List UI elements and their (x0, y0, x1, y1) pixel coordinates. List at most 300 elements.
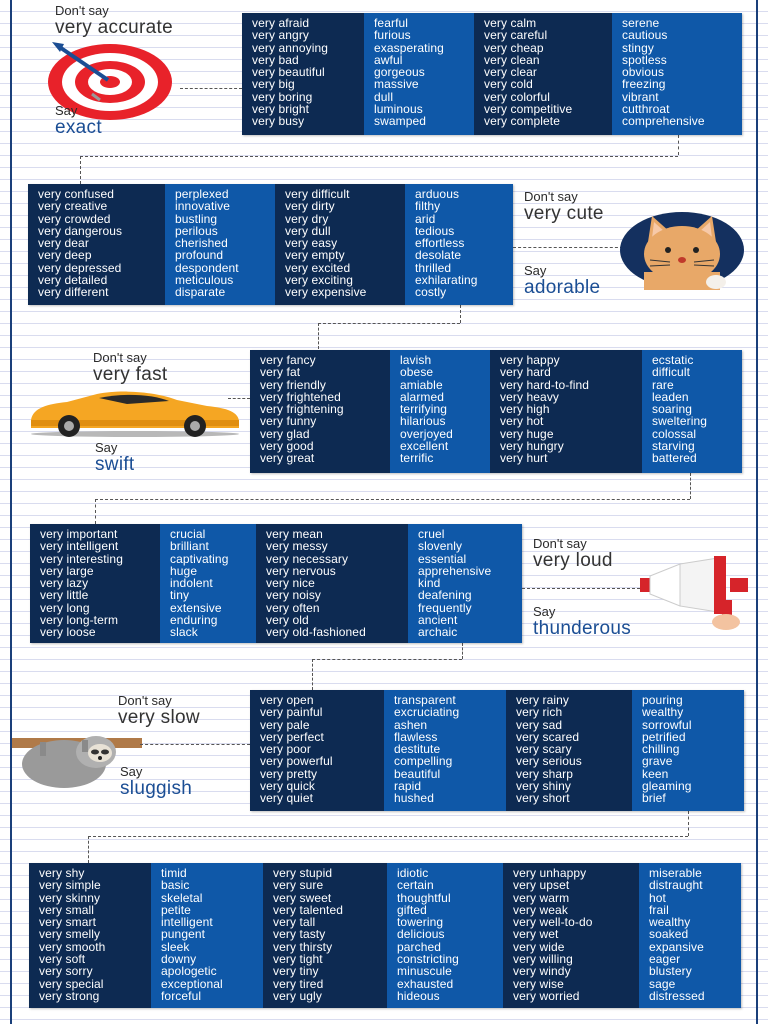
strong-word: sorrowful (642, 717, 692, 732)
word-table (250, 350, 742, 473)
strong-word: exasperating (374, 40, 444, 55)
weak-phrase: very different (38, 285, 109, 300)
strong-word: rapid (394, 779, 422, 794)
weak-phrase: very lazy (40, 576, 89, 591)
weak-phrase: very stupid (273, 866, 333, 880)
strong-word: pouring (642, 693, 683, 707)
strong-word: exhausted (397, 976, 454, 991)
weak-phrase: very cheap (484, 40, 544, 55)
strong-word: fearful (374, 16, 409, 30)
weak-phrase: very sad (516, 717, 563, 732)
weak-phrase: very big (252, 77, 295, 92)
word-table (242, 13, 742, 135)
strong-word: sweltering (652, 414, 708, 429)
say-label: Say (95, 440, 118, 455)
say-label: Say (524, 263, 547, 278)
section-label (95, 441, 135, 475)
weak-phrase: very glad (260, 426, 310, 441)
strong-word: leaden (652, 389, 689, 404)
weak-phrase: very fancy (260, 353, 316, 367)
connector (462, 643, 463, 659)
word-column (474, 13, 612, 135)
strong-word: sage (649, 976, 676, 991)
connector (690, 473, 691, 499)
connector (140, 744, 250, 745)
weak-phrase: very wet (513, 927, 559, 942)
strong-word: slack (170, 625, 198, 640)
weak-phrase: very tall (273, 915, 316, 930)
weak-phrase: very shy (39, 866, 85, 880)
word-column (28, 184, 165, 305)
strong-word: profound (175, 248, 224, 263)
weak-phrase: very well-to-do (513, 915, 593, 930)
weak-phrase: very powerful (260, 754, 333, 769)
weak-phrase: very sure (273, 878, 324, 893)
weak-phrase: very shiny (516, 779, 572, 794)
word-table (250, 690, 744, 811)
weak-phrase: very good (260, 439, 314, 454)
strong-word: perplexed (175, 187, 229, 201)
weak-phrase: very clear (484, 65, 538, 80)
word-table (30, 524, 522, 643)
weak-phrase: very tiny (273, 964, 319, 979)
word-column (408, 524, 522, 643)
strong-word: intelligent (161, 915, 213, 930)
strong-word: alarmed (400, 389, 445, 404)
weak-phrase: very hot (500, 414, 544, 429)
strong-word: effortless (415, 236, 465, 251)
weak-phrase: very unhappy (513, 866, 587, 880)
strong-word: soaring (652, 402, 693, 417)
weak-phrase: very long-term (40, 613, 119, 628)
weak-phrase: very simple (39, 878, 101, 893)
strong-word: soaked (649, 927, 689, 942)
word-column (30, 524, 160, 643)
section-label (118, 694, 200, 728)
strong-word: arduous (415, 187, 460, 201)
weak-phrase: very talented (273, 902, 344, 917)
weak-phrase: very upset (513, 878, 570, 893)
strong-word: bustling (175, 211, 218, 226)
say-label: Say (120, 764, 143, 779)
word-column (642, 350, 742, 473)
strong-word: overjoyed (400, 426, 453, 441)
strong-word: timid (161, 866, 187, 880)
weak-phrase: very hard (500, 365, 551, 380)
weak-phrase: very long (40, 600, 90, 615)
weak-phrase: very cold (484, 77, 533, 92)
strong-word: hideous (397, 988, 440, 1003)
word-column (490, 350, 642, 473)
weak-phrase: very mean (266, 527, 323, 541)
weak-phrase: very happy (500, 353, 560, 367)
strong-word: slovenly (418, 539, 463, 554)
strong-word: sleek (161, 939, 190, 954)
strong-word: terrifying (400, 402, 448, 417)
weak-phrase: very rainy (516, 693, 570, 707)
strong-word: starving (652, 439, 695, 454)
strong-word: ancient (418, 613, 458, 628)
strong-word: difficult (652, 365, 691, 380)
word-column (639, 863, 741, 1008)
word-table (29, 863, 741, 1008)
strong-word: constricting (397, 952, 459, 967)
connector (513, 247, 623, 248)
say-label: Say (533, 604, 556, 619)
weak-phrase: very sweet (273, 890, 332, 905)
dont-say-label: Don't say (93, 350, 147, 365)
strong-word: miserable (649, 866, 702, 880)
strong-word: idiotic (397, 866, 429, 880)
dont-say-label: Don't say (524, 189, 578, 204)
dont-say-label: Don't say (118, 693, 172, 708)
weak-phrase: very competitive (484, 102, 573, 117)
weak-phrase: very friendly (260, 377, 326, 392)
strong-word: frail (649, 902, 669, 917)
weak-phrase: very dry (285, 211, 329, 226)
strong-word: deafening (418, 588, 472, 603)
weak-phrase: very rich (516, 705, 563, 720)
weak-phrase: very hungry (500, 439, 564, 454)
weak-phrase: very funny (260, 414, 317, 429)
strong-word: luminous (374, 102, 423, 117)
strong-word: parched (397, 939, 442, 954)
strong-word: gleaming (642, 779, 692, 794)
weak-phrase: very short (516, 791, 570, 806)
connector (688, 811, 689, 836)
weak-phrase: very little (40, 588, 89, 603)
connector (180, 88, 242, 89)
weak-phrase: very angry (252, 28, 310, 43)
strong-word: thrilled (415, 260, 452, 275)
weak-phrase: very smooth (39, 939, 106, 954)
weak-phrase: very open (260, 693, 314, 707)
section-label (524, 190, 604, 224)
strong-word: skeletal (161, 890, 203, 905)
section-label (533, 605, 631, 639)
connector (95, 499, 690, 500)
word-column (364, 13, 474, 135)
strong-word: wealthy (642, 705, 684, 720)
connector (318, 323, 460, 324)
strong-word: colossal (652, 426, 697, 441)
weak-phrase: very strong (39, 988, 100, 1003)
strong-word: chilling (642, 742, 680, 757)
weak-phrase: very hard-to-find (500, 377, 590, 392)
connector (80, 156, 678, 157)
weak-phrase: very smelly (39, 927, 101, 942)
connector (678, 135, 679, 155)
strong-word: kind (418, 576, 441, 591)
strong-word: apologetic (161, 964, 217, 979)
weak-phrase: very sorry (39, 964, 93, 979)
word-column (151, 863, 263, 1008)
connector (460, 305, 461, 323)
strong-word: meticulous (175, 273, 234, 288)
strong-word: lavish (400, 353, 432, 367)
strong-word: gifted (397, 902, 427, 917)
strong-word: cherished (175, 236, 228, 251)
weak-phrase: very nice (266, 576, 315, 591)
weak-phrase: very loud (533, 550, 613, 571)
weak-phrase: very serious (516, 754, 582, 769)
weak-phrase: very large (40, 563, 94, 578)
weak-phrase: very ugly (273, 988, 322, 1003)
word-column (263, 863, 387, 1008)
strong-word: spotless (622, 52, 667, 67)
word-column (632, 690, 744, 811)
strong-word: minuscule (397, 964, 452, 979)
word-column (250, 690, 384, 811)
strong-word: thunderous (533, 618, 632, 639)
weak-phrase: very tasty (273, 927, 326, 942)
strong-word: basic (161, 878, 190, 893)
word-column (503, 863, 639, 1008)
weak-phrase: very dear (38, 236, 89, 251)
connector (88, 836, 89, 863)
weak-phrase: very bad (252, 52, 299, 67)
weak-phrase: very accurate (55, 17, 173, 38)
weak-phrase: very huge (500, 426, 554, 441)
strong-word: adorable (524, 277, 601, 298)
strong-word: brilliant (170, 539, 209, 554)
word-column (275, 184, 405, 305)
strong-word: hot (649, 890, 666, 905)
weak-phrase: very busy (252, 114, 305, 129)
strong-word: desolate (415, 248, 462, 263)
strong-word: forceful (161, 988, 202, 1003)
weak-phrase: very bright (252, 102, 310, 117)
weak-phrase: very tired (273, 976, 324, 991)
weak-phrase: very thirsty (273, 939, 333, 954)
weak-phrase: very boring (252, 89, 313, 104)
weak-phrase: very warm (513, 890, 570, 905)
weak-phrase: very smart (39, 915, 97, 930)
section-label (55, 4, 173, 38)
strong-word: captivating (170, 551, 229, 566)
word-column (29, 863, 151, 1008)
strong-word: blustery (649, 964, 692, 979)
weak-phrase: very frightened (260, 389, 341, 404)
strong-word: cruel (418, 527, 445, 541)
strong-word: tiny (170, 588, 190, 603)
strong-word: rare (652, 377, 674, 392)
weak-phrase: very careful (484, 28, 548, 43)
strong-word: enduring (170, 613, 218, 628)
strong-word: cautious (622, 28, 668, 43)
weak-phrase: very important (40, 527, 118, 541)
connector (522, 588, 640, 589)
weak-phrase: very sharp (516, 766, 574, 781)
weak-phrase: very fat (260, 365, 301, 380)
dont-say-label: Don't say (55, 3, 109, 18)
weak-phrase: very fast (93, 364, 168, 385)
strong-word: stingy (622, 40, 654, 55)
strong-word: excellent (400, 439, 449, 454)
strong-word: excruciating (394, 705, 460, 720)
strong-word: downy (161, 952, 197, 967)
weak-phrase: very poor (260, 742, 311, 757)
weak-phrase: very intelligent (40, 539, 119, 554)
weak-phrase: very crowded (38, 211, 111, 226)
strong-word: eager (649, 952, 681, 967)
strong-word: frequently (418, 600, 472, 615)
strong-word: massive (374, 77, 419, 92)
weak-phrase: very annoying (252, 40, 329, 55)
connector (80, 156, 81, 184)
strong-word: filthy (415, 199, 441, 214)
word-column (405, 184, 513, 305)
strong-word: apprehensive (418, 563, 492, 578)
strong-word: ecstatic (652, 353, 694, 367)
weak-phrase: very calm (484, 16, 537, 30)
weak-phrase: very special (39, 976, 104, 991)
strong-word: flawless (394, 729, 438, 744)
strong-word: costly (415, 285, 447, 300)
weak-phrase: very slow (118, 707, 200, 728)
connector (95, 499, 96, 524)
strong-word: despondent (175, 260, 239, 275)
weak-phrase: very scary (516, 742, 572, 757)
weak-phrase: very excited (285, 260, 351, 275)
weak-phrase: very wide (513, 939, 565, 954)
weak-phrase: very noisy (266, 588, 322, 603)
strong-word: amiable (400, 377, 443, 392)
say-label: Say (55, 103, 78, 118)
weak-phrase: very cute (524, 203, 604, 224)
strong-word: keen (642, 766, 669, 781)
dont-say-label: Don't say (533, 536, 587, 551)
weak-phrase: very painful (260, 705, 323, 720)
strong-word: hushed (394, 791, 434, 806)
weak-phrase: very old (266, 613, 309, 628)
strong-word: delicious (397, 927, 445, 942)
weak-phrase: very colorful (484, 89, 550, 104)
strong-word: beautiful (394, 766, 441, 781)
weak-phrase: very soft (39, 952, 86, 967)
weak-phrase: very worried (513, 988, 580, 1003)
word-column (160, 524, 256, 643)
strong-word: obvious (622, 65, 665, 80)
weak-phrase: very tight (273, 952, 323, 967)
weak-phrase: very deep (38, 248, 92, 263)
strong-word: compelling (394, 754, 453, 769)
strong-word: obese (400, 365, 434, 380)
weak-phrase: very willing (513, 952, 573, 967)
weak-phrase: very pale (260, 717, 310, 732)
weak-phrase: very exciting (285, 273, 353, 288)
cat-icon (620, 212, 744, 295)
connector (312, 659, 313, 690)
weak-phrase: very empty (285, 248, 345, 263)
weak-phrase: very high (500, 402, 550, 417)
strong-word: extensive (170, 600, 222, 615)
word-column (250, 350, 390, 473)
megaphone-icon (640, 556, 756, 641)
weak-phrase: very old-fashioned (266, 625, 366, 640)
strong-word: essential (418, 551, 467, 566)
strong-word: petite (161, 902, 191, 917)
weak-phrase: very wise (513, 976, 564, 991)
strong-word: crucial (170, 527, 206, 541)
weak-phrase: very hurt (500, 451, 548, 466)
weak-phrase: very small (39, 902, 95, 917)
strong-word: petrified (642, 729, 686, 744)
strong-word: pungent (161, 927, 206, 942)
weak-phrase: very creative (38, 199, 108, 214)
weak-phrase: very difficult (285, 187, 350, 201)
word-column (387, 863, 503, 1008)
weak-phrase: very dangerous (38, 223, 123, 238)
weak-phrase: very interesting (40, 551, 123, 566)
strong-word: battered (652, 451, 697, 466)
strong-word: distressed (649, 988, 705, 1003)
sports-car-icon (27, 390, 243, 443)
word-column (256, 524, 408, 643)
strong-word: dull (374, 89, 394, 104)
strong-word: destitute (394, 742, 441, 757)
weak-phrase: very afraid (252, 16, 310, 30)
page-border-left (10, 0, 12, 1024)
weak-phrase: very quick (260, 779, 316, 794)
strong-word: huge (170, 563, 198, 578)
weak-phrase: very often (266, 600, 320, 615)
word-column (384, 690, 506, 811)
strong-word: furious (374, 28, 411, 43)
weak-phrase: very expensive (285, 285, 367, 300)
weak-phrase: very quiet (260, 791, 314, 806)
strong-word: tedious (415, 223, 455, 238)
strong-word: awful (374, 52, 403, 67)
strong-word: brief (642, 791, 666, 806)
connector (228, 398, 250, 399)
strong-word: perilous (175, 223, 218, 238)
weak-phrase: very beautiful (252, 65, 325, 80)
word-table (28, 184, 513, 305)
strong-word: ashen (394, 717, 428, 732)
weak-phrase: very detailed (38, 273, 108, 288)
weak-phrase: very easy (285, 236, 338, 251)
connector (318, 323, 319, 349)
strong-word: exhilarating (415, 273, 478, 288)
strong-word: hilarious (400, 414, 446, 429)
weak-phrase: very nervous (266, 563, 336, 578)
weak-phrase: very weak (513, 902, 568, 917)
strong-word: serene (622, 16, 660, 30)
weak-phrase: very heavy (500, 389, 560, 404)
weak-phrase: very scared (516, 729, 580, 744)
strong-word: certain (397, 878, 434, 893)
weak-phrase: very dirty (285, 199, 335, 214)
word-column (242, 13, 364, 135)
weak-phrase: very dull (285, 223, 331, 238)
strong-word: innovative (175, 199, 231, 214)
strong-word: expansive (649, 939, 704, 954)
word-column (612, 13, 742, 135)
weak-phrase: very pretty (260, 766, 318, 781)
strong-word: distraught (649, 878, 703, 893)
weak-phrase: very loose (40, 625, 96, 640)
section-label (93, 351, 168, 385)
strong-word: indolent (170, 576, 213, 591)
weak-phrase: very perfect (260, 729, 324, 744)
page-border-right (756, 0, 758, 1024)
weak-phrase: very messy (266, 539, 328, 554)
section-label (533, 537, 613, 571)
weak-phrase: very frightening (260, 402, 344, 417)
strong-word: grave (642, 754, 673, 769)
word-column (165, 184, 275, 305)
